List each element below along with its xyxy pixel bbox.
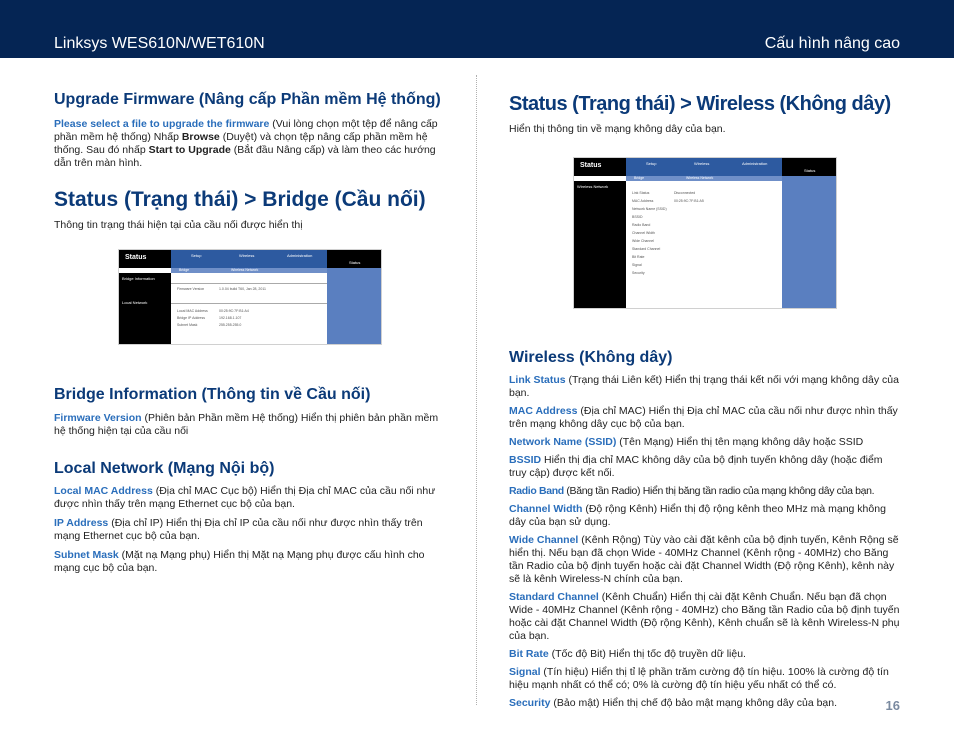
wireless-status-screenshot: [573, 157, 837, 309]
wireless-status-desc: Hiển thị thông tin về mạng không dây của bạn.: [509, 123, 726, 135]
signal-text: [509, 666, 900, 692]
term: MAC Address: [509, 405, 578, 417]
bridge-status-heading: Status (Trạng thái) > Bridge (Cầu nối): [54, 188, 426, 211]
bit-rate-text: [509, 648, 900, 661]
local-mac-text: [54, 485, 446, 511]
side-label-bridge-info: Bridge Information: [122, 276, 155, 281]
row-label: Security: [632, 271, 645, 275]
term: Signal: [509, 666, 541, 678]
bridge-status-screenshot: [118, 249, 382, 345]
text: (Độ rộng Kênh) Hiển thị độ rộng kênh theo MHz mà mạng không dây của bạn sử dụng.: [509, 503, 886, 528]
text: (Địa chỉ MAC Cục bộ) Hiển thị Địa chỉ MAC của cầu nối như được nhìn thấy trên mạng Ethernet cục bộ của bạn.: [54, 485, 436, 510]
standard-channel-text: [509, 591, 900, 643]
row-label: Wide Channel: [632, 239, 654, 243]
side-label-local-network: Local Network: [122, 300, 148, 305]
product-name: Linksys WES610N/WET610N: [54, 35, 265, 52]
row-label: Bit Rate: [632, 255, 645, 259]
start-term: Start to Upgrade: [148, 144, 231, 156]
term: IP Address: [54, 517, 109, 529]
upgrade-firmware-heading: Upgrade Firmware (Nâng cấp Phần mềm Hệ thống): [54, 91, 441, 108]
wireless-heading: Wireless (Không dây): [509, 349, 673, 366]
tab-wireless: Wireless: [694, 161, 710, 166]
link-status-text: [509, 374, 900, 400]
subtab-bridge: Bridge: [179, 268, 190, 272]
term: Wide Channel: [509, 534, 579, 546]
page-number: 16: [885, 698, 900, 713]
term: Bit Rate: [509, 648, 549, 660]
wide-channel-text: [509, 534, 900, 586]
screenshot-logo: Status: [580, 162, 602, 169]
row-label: Network Name (SSID): [632, 207, 667, 211]
text: (Tên Mạng) Hiển thị tên mạng không dây hoặc SSID: [616, 436, 864, 448]
subtab-bridge: Bridge: [634, 176, 645, 180]
subtab-wireless-network: Wireless Network: [231, 268, 259, 272]
upgrade-firmware-text: [54, 118, 446, 170]
term: Link Status: [509, 374, 566, 386]
row-label: MAC Address: [632, 199, 654, 203]
text: (Bắt đầu Nâng cấp) và làm theo các hướng dẫn trên màn hình.: [54, 144, 436, 169]
right-column: [509, 90, 900, 710]
screenshot-sidebar: [119, 273, 171, 344]
term: Firmware Version: [54, 412, 142, 424]
wireless-status-heading: Status (Trạng thái) > Wireless (Không dây): [509, 93, 891, 115]
row-label: Local MAC Address: [177, 309, 208, 313]
term: Network Name (SSID): [509, 436, 617, 448]
text: (Tín hiệu) Hiển thị tỉ lệ phần trăm cường độ tín hiệu. 100% là cường độ tín hiệu mạnh nhất có thể có; 0% là cường độ tín hiệu yếu nhất có thể có.: [509, 666, 889, 691]
screenshot-rule: [171, 303, 327, 304]
text: (Duyệt) và chọn tệp nâng cấp phần mềm hệ thống. Sau đó nhấp: [54, 131, 428, 156]
tab-wireless: Wireless: [239, 253, 255, 258]
tab-status: Status: [804, 168, 816, 173]
term: Please select a file to upgrade the firmware: [54, 118, 270, 130]
term: Channel Width: [509, 503, 583, 515]
row-label: Bridge IP Address: [177, 316, 205, 320]
local-network-heading: Local Network (Mạng Nội bộ): [54, 460, 275, 477]
ssid-text: [509, 436, 900, 449]
term: Security: [509, 697, 551, 709]
row-value: 192.168.1.107: [219, 316, 242, 320]
page-header: [0, 0, 954, 58]
column-divider: [476, 75, 477, 705]
channel-width-text: [509, 503, 900, 529]
text: (Phiên bản Phần mềm Hệ thống) Hiển thị phiên bản phần mềm hệ thống hiện tại của cầu nối: [54, 412, 439, 437]
tab-administration: Administration: [742, 161, 768, 166]
row-value: 1.0.04 build T60, Jan 28, 2011: [219, 287, 266, 291]
text: (Băng tần Radio) Hiển thị băng tần radio của mạng không dây của bạn.: [563, 485, 875, 497]
text: (Địa chỉ IP) Hiển thị Địa chỉ IP của cầu nối như được nhìn thấy trên mạng Ethernet cục bộ của bạn.: [54, 517, 423, 542]
row-value: 00:25:9C:7F:B1:A5: [674, 199, 704, 203]
row-label: Standard Channel: [632, 247, 661, 251]
tab-setup: Setup: [191, 253, 202, 258]
row-label: Link Status: [632, 191, 650, 195]
screenshot-right-panel: [782, 176, 836, 308]
subnet-mask-text: [54, 549, 446, 575]
screenshot-rule: [171, 283, 327, 284]
bridge-info-text: [54, 412, 446, 438]
ip-address-text: [54, 517, 446, 543]
term: Local MAC Address: [54, 485, 153, 497]
row-label: Channel Width: [632, 231, 655, 235]
row-value: 255.255.255.0: [219, 323, 242, 327]
text: (Kênh Chuẩn) Hiển thị cài đặt Kênh Chuẩn. Nếu bạn đã chọn Wide - 40MHz Channel (Kênh rộng - 40MHz) cho Băng tần Radio của bộ định tuyến hoặc cài đặt Channel Width (Độ rộng Kênh), Kênh chuẩn sẽ là kênh Wireless-N phụ của bạn.: [509, 591, 900, 642]
row-label: Radio Band: [632, 223, 651, 227]
text: (Địa chỉ MAC) Hiển thị Địa chỉ MAC của cầu nối như được nhìn thấy trên mạng không dây cục bộ của bạn.: [509, 405, 898, 430]
row-label: Signal: [632, 263, 642, 267]
text: (Vui lòng chọn một tệp để nâng cấp phần mềm hệ thống) Nhấp: [54, 118, 438, 143]
row-label: Subnet Mask: [177, 323, 198, 327]
security-text: [509, 697, 900, 710]
tab-administration: Administration: [287, 253, 313, 258]
term: Standard Channel: [509, 591, 599, 603]
row-label: Firmware Version: [177, 287, 205, 291]
term: Radio Band: [509, 485, 564, 497]
browse-term: Browse: [181, 131, 220, 143]
text: (Bảo mật) Hiển thị chế độ bảo mật mạng không dây của bạn.: [550, 697, 838, 709]
screenshot-sidebar: [574, 181, 626, 308]
radio-band-text: [509, 485, 900, 498]
term: BSSID: [509, 454, 542, 466]
text: (Trạng thái Liên kết) Hiển thị trạng thái kết nối với mạng không dây của bạn.: [509, 374, 899, 399]
row-value: 00:25:9C:7F:B1:A4: [219, 309, 249, 313]
text: (Kênh Rộng) Tùy vào cài đặt kênh của bộ định tuyến, Kênh Rộng sẽ hiển thị. Nếu bạn đã chọn Wide - 40MHz Channel (Kênh rộng - 40MHz) cho Băng tần Radio của bộ định tuyến hoặc cài đặt Channel Width (Độ rộng Kênh), kênh này sẽ là kênh Wireless-N chính của bạn.: [509, 534, 899, 585]
bssid-text: [509, 454, 900, 480]
term: Subnet Mask: [54, 549, 119, 561]
text: (Tốc độ Bit) Hiển thị tốc độ truyền dữ liệu.: [548, 648, 746, 660]
section-title: Cấu hình nâng cao: [764, 35, 900, 52]
row-label: BSSID: [632, 215, 643, 219]
tab-status: Status: [349, 260, 361, 265]
row-value: Disconnected: [674, 191, 696, 195]
tab-setup: Setup: [646, 161, 657, 166]
bridge-info-heading: Bridge Information (Thông tin về Cầu nối): [54, 386, 371, 403]
screenshot-right-panel: [327, 268, 381, 344]
text: (Mặt nạ Mạng phụ) Hiển thị Mặt nạ Mạng phụ được cấu hình cho mạng cục bộ của bạn.: [54, 549, 425, 574]
side-label-wireless-network: Wireless Network: [577, 184, 609, 189]
bridge-status-desc: Thông tin trạng thái hiện tại của cầu nối được hiển thị: [54, 219, 303, 231]
mac-address-text: [509, 405, 900, 431]
subtab-wireless-network: Wireless Network: [686, 176, 714, 180]
left-column: [54, 90, 446, 575]
text: Hiển thị địa chỉ MAC không dây của bộ định tuyến không dây (hoặc điểm truy cập) được kết nối.: [509, 454, 883, 479]
screenshot-logo: Status: [125, 254, 147, 261]
